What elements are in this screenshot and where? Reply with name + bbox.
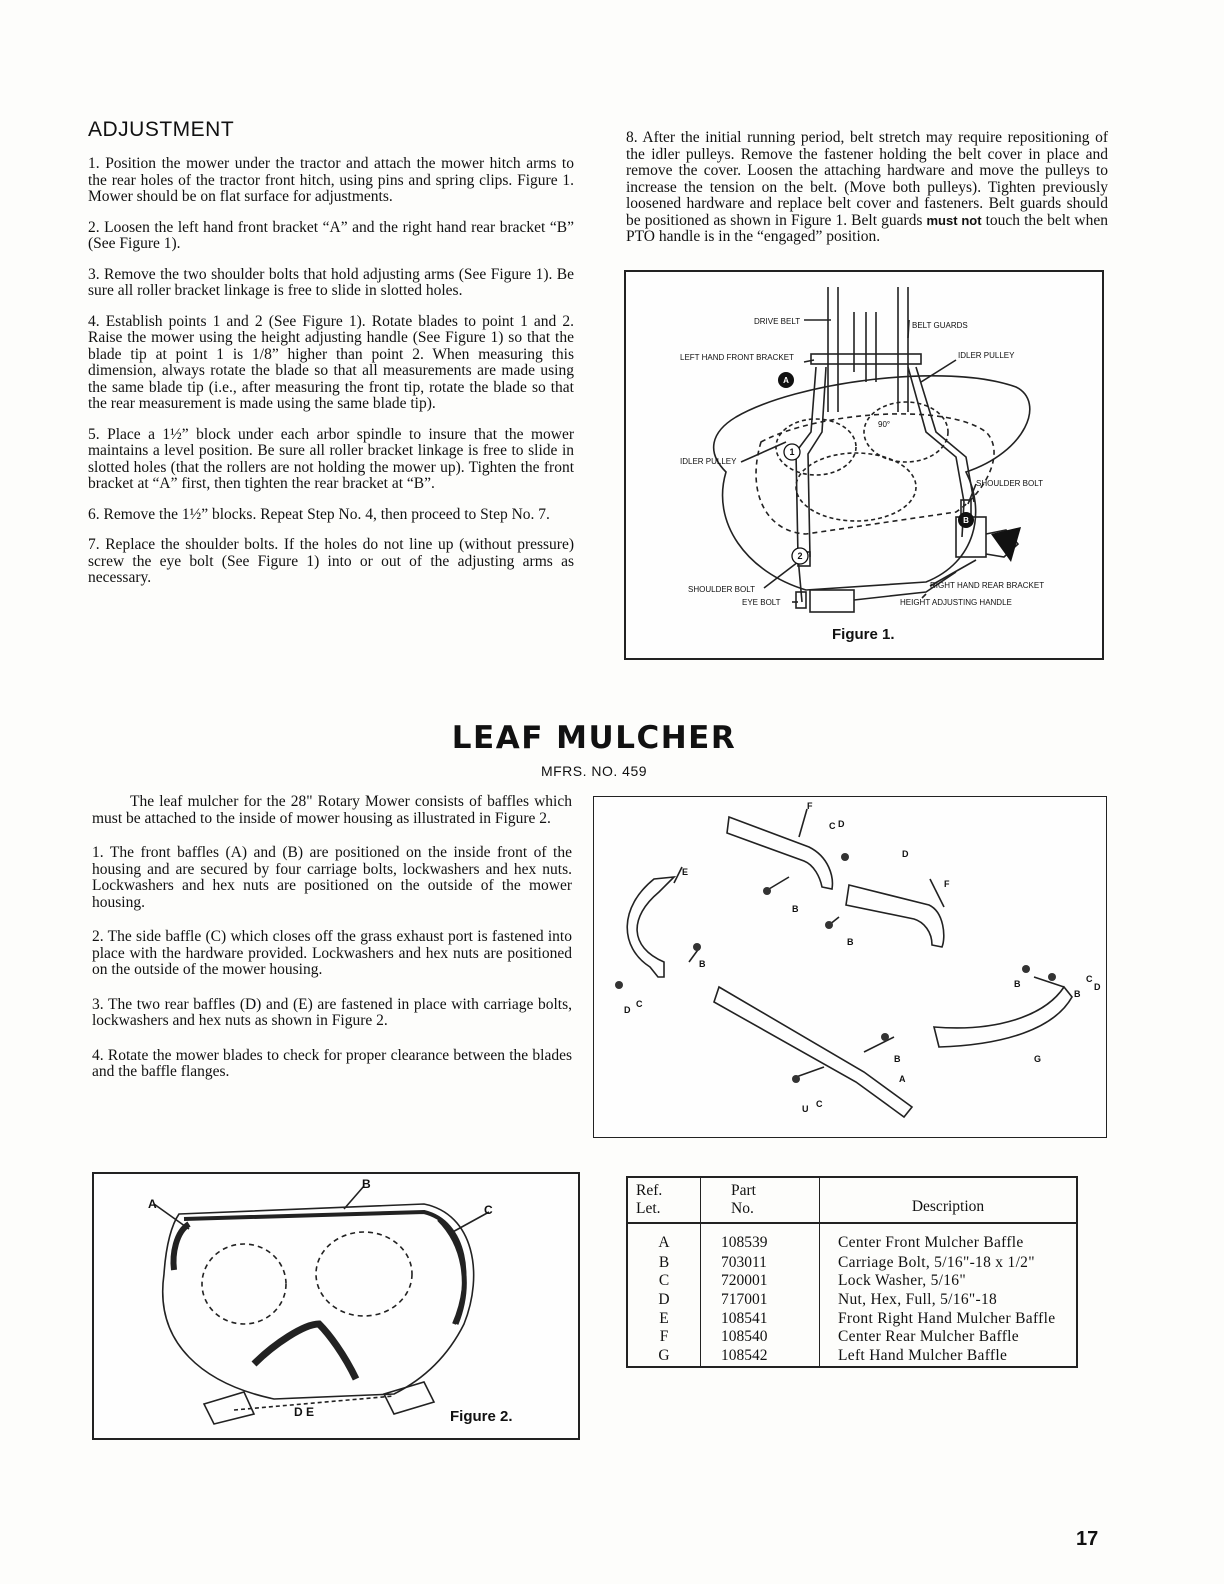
exploded-letter-14: D: [624, 1005, 631, 1015]
step-8-emphasis: must not: [926, 212, 982, 228]
ref-cell: B: [627, 1254, 701, 1273]
figure-2-label-de: D E: [294, 1405, 315, 1419]
label-drive-belt: DRIVE BELT: [754, 317, 801, 326]
adjustment-step-3: 3. Remove the two shoulder bolts that hold adjusting arms (See Figure 1). Be sure all roller bracket linkage is free to slide in slotted holes.: [88, 265, 574, 299]
header-description: Description: [911, 1198, 985, 1215]
label-right-rear-bracket: RIGHT HAND REAR BRACKET: [930, 581, 1045, 590]
exploded-letter-10: B: [1014, 979, 1021, 989]
figure-2-caption: Figure 2.: [450, 1408, 513, 1425]
part-number-cell: 108540: [701, 1328, 820, 1347]
figure-1-angle: 90°: [878, 420, 891, 429]
label-height-handle: HEIGHT ADJUSTING HANDLE: [900, 598, 1012, 607]
ref-cell: C: [627, 1272, 701, 1291]
figure-1-diagram: [626, 272, 1102, 658]
figure-2-label-b: B: [362, 1177, 371, 1191]
description-cell: Front Right Hand Mulcher Baffle: [838, 1309, 1056, 1327]
exploded-letter-17: B: [894, 1054, 901, 1064]
mulcher-title: LEAF MULCHER: [451, 720, 737, 756]
adjustment-heading: ADJUSTMENT: [88, 118, 235, 141]
ref-cell: D: [627, 1291, 701, 1310]
description-cell: Center Rear Mulcher Baffle: [838, 1328, 1019, 1346]
header-part: [701, 1177, 820, 1223]
exploded-view: [593, 796, 1107, 1138]
figure-1-caption: Figure 1.: [832, 626, 895, 643]
ref-cell: G: [627, 1347, 701, 1367]
parts-table-row: [627, 1310, 1077, 1329]
mulcher-step-4: 4. Rotate the mower blades to check for proper clearance between the blades and the baffle flanges.: [92, 1046, 572, 1080]
ref-cell: E: [627, 1310, 701, 1329]
description-cell: Center Front Mulcher Baffle: [838, 1234, 1024, 1251]
header-ref-line2: Let.: [636, 1200, 661, 1217]
label-shoulder-bolt-left: SHOULDER BOLT: [688, 585, 755, 594]
label-shoulder-bolt-right: SHOULDER BOLT: [976, 479, 1043, 488]
exploded-letter-15: C: [636, 999, 643, 1009]
figure-1-point-2: 2: [797, 551, 803, 561]
parts-table-row: [627, 1328, 1077, 1347]
figure-2: [92, 1172, 580, 1440]
part-number-cell: 717001: [701, 1291, 820, 1310]
adjustment-steps: [88, 156, 574, 587]
exploded-letter-2: C: [829, 821, 836, 831]
parts-table-body: [627, 1223, 1077, 1367]
exploded-letter-3: D: [838, 819, 845, 829]
description-cell: Carriage Bolt, 5/16"-18 x 1/2": [838, 1253, 1035, 1271]
step-8-text-b: touch the belt when PTO handle is in the “engaged” position.: [626, 211, 1108, 245]
exploded-letter-7: F: [944, 879, 950, 889]
part-number-cell: 108542: [701, 1347, 820, 1367]
figure-2-label-c: C: [484, 1203, 493, 1217]
figure-1-point-1: 1: [789, 447, 795, 457]
header-ref-line1: Ref.: [636, 1182, 663, 1199]
parts-table-row: [627, 1291, 1077, 1310]
exploded-view-diagram: [594, 797, 1106, 1137]
description-cell: Lock Washer, 5/16": [838, 1272, 966, 1290]
label-idler-pulley-top: IDLER PULLEY: [958, 351, 1015, 360]
label-idler-pulley-left: IDLER PULLEY: [680, 457, 737, 466]
step-8-text-a: 8. After the initial running period, belt stretch may require repositioning of the idler pulleys. Remove the fastener holding the belt cover in place and remove the cover. Loosen the attaching hardware and move the pulleys to increase the tension on the belt. (Move both pulleys). Tighten previously loosened hardware and replace belt cover and fasteners. Belt guards should be positioned as shown in Figure 1. Belt guards: [626, 129, 1108, 229]
parts-table: [626, 1176, 1078, 1368]
part-number-cell: 720001: [701, 1272, 820, 1291]
exploded-letter-9: B: [699, 959, 706, 969]
exploded-letter-13: B: [1074, 989, 1081, 999]
adjustment-step-7: 7. Replace the shoulder bolts. If the holes do not line up (without pressure) screw the eye bolt (See Figure 1) into or out of the adjusting arms as necessary.: [88, 536, 574, 586]
label-belt-guards: BELT GUARDS: [912, 321, 968, 330]
part-number-cell: 108539: [701, 1223, 820, 1254]
part-number-cell: 703011: [701, 1254, 820, 1273]
exploded-letter-4: B: [792, 904, 799, 914]
adjustment-step-1: 1. Position the mower under the tractor and attach the mower hitch arms to the rear holes of the tractor front hitch, using pins and spring clips. Figure 1. Mower should be on flat surface for adjustments.: [88, 155, 574, 205]
mulcher-text: [92, 794, 572, 1081]
exploded-letter-19: U: [802, 1104, 809, 1114]
description-cell: Nut, Hex, Full, 5/16"-18: [838, 1290, 998, 1308]
figure-1: [624, 270, 1104, 660]
exploded-letter-18: G: [1034, 1054, 1042, 1064]
page-number: 17: [1076, 1528, 1099, 1550]
mulcher-intro: The leaf mulcher for the 28" Rotary Mower consists of baffles which must be attached to the inside of mower housing as illustrated in Figure 2.: [92, 793, 572, 827]
label-left-front-bracket: LEFT HAND FRONT BRACKET: [680, 353, 794, 362]
parts-table-row: [627, 1254, 1077, 1273]
header-ref: [627, 1177, 701, 1223]
adjustment-step-2: 2. Loosen the left hand front bracket “A” and the right hand rear bracket “B” (See Figure 1).: [88, 218, 574, 252]
exploded-letter-5: D: [902, 849, 909, 859]
header-part-line2: No.: [731, 1200, 754, 1217]
description-cell: Left Hand Mulcher Baffle: [838, 1347, 1008, 1365]
mulcher-step-2: 2. The side baffle (C) which closes off the grass exhaust port is fastened into place with the hardware provided. Lockwashers and hex nuts are positioned on the outside of the mower housing.: [92, 928, 572, 978]
adjustment-step-4: 4. Establish points 1 and 2 (See Figure 1). Rotate blades to point 1 and 2. Raise the mower using the height adjusting handle (See Figure 1) so that the blade tip at point 1 is 1/8” higher than point 2. When measuring this dimension, always rotate the blade so that all measurements are made using the same blade tip (i.e., after measuring the front tip, rotate the blade so that the rear measurement is made using the same blade tip).: [88, 312, 574, 412]
exploded-letter-11: C: [1086, 974, 1093, 984]
figure-2-label-a: A: [148, 1197, 157, 1211]
parts-table-row: [627, 1223, 1077, 1254]
mulcher-subtitle: MFRS. NO. 459: [540, 763, 648, 779]
mulcher-step-1: 1. The front baffles (A) and (B) are positioned on the inside front of the housing and are secured by four carriage bolts, lockwashers and hex nuts. Lockwashers and hex nuts are positioned on the outside of the mower housing.: [92, 844, 572, 911]
parts-table-row: [627, 1347, 1077, 1367]
label-eye-bolt: EYE BOLT: [742, 598, 781, 607]
exploded-letter-16: A: [899, 1074, 906, 1084]
ref-cell: A: [627, 1223, 701, 1254]
figure-1-marker-a: A: [783, 376, 789, 385]
mulcher-step-3: 3. The two rear baffles (D) and (E) are fastened in place with carriage bolts, lockwashers and hex nuts as shown in Figure 2.: [92, 995, 572, 1029]
figure-1-marker-b: B: [963, 516, 969, 525]
adjustment-step-5: 5. Place a 1½” block under each arbor spindle to insure that the mower maintains a level position. Be sure all roller bracket linkage is free to slide in slotted holes (that the rollers are not holding the mower up). Tighten the front bracket at “A” first, then tighten the rear bracket at “B”.: [88, 425, 574, 492]
ref-cell: F: [627, 1328, 701, 1347]
part-number-cell: 108541: [701, 1310, 820, 1329]
parts-table-header-row: [627, 1177, 1077, 1223]
adjustment-step-8: [626, 130, 1108, 246]
parts-table-row: [627, 1272, 1077, 1291]
adjustment-step-6: 6. Remove the 1½” blocks. Repeat Step No. 4, then proceed to Step No. 7.: [88, 505, 550, 523]
exploded-letter-6: E: [682, 867, 689, 877]
exploded-letter-20: C: [816, 1099, 823, 1109]
exploded-letter-12: D: [1094, 982, 1101, 992]
header-part-line1: Part: [731, 1182, 756, 1199]
exploded-letter-8: B: [847, 937, 854, 947]
figure-2-diagram: [94, 1174, 578, 1438]
exploded-letter-1: F: [807, 801, 813, 811]
